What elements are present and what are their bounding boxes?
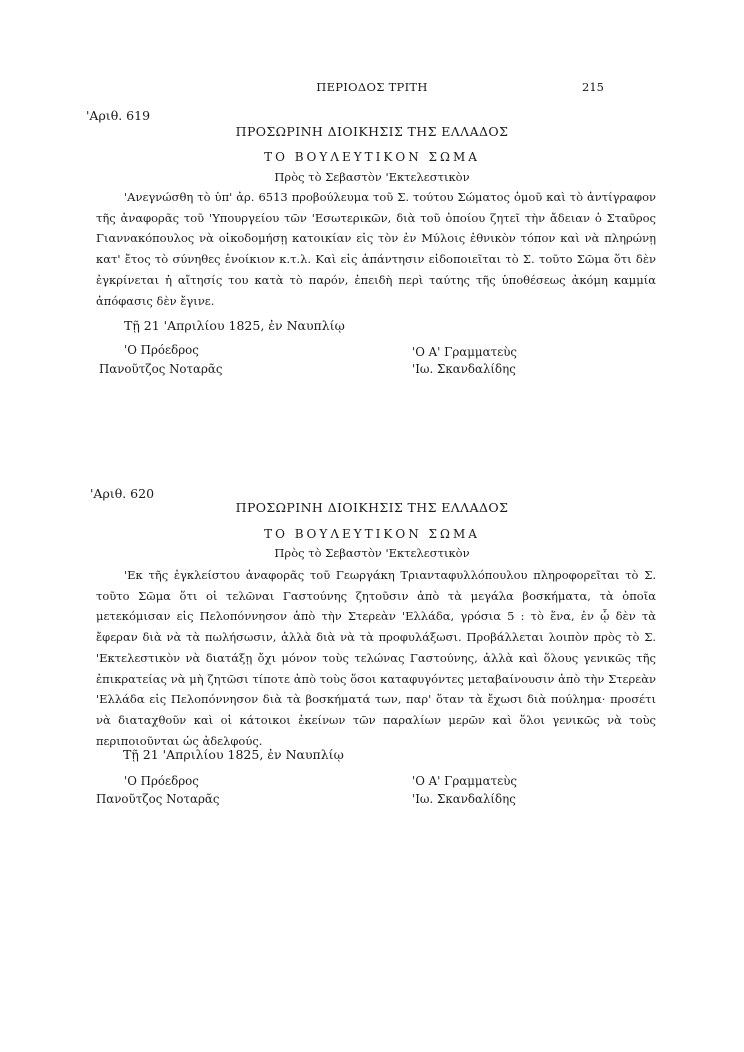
secretary-title: 'Ο Α' Γραμματεὺς — [412, 345, 517, 359]
addressee: Πρὸς τὸ Σεβαστὸν 'Εκτελεστικὸν — [274, 170, 470, 184]
page-number: 215 — [582, 80, 604, 94]
document-heading: ΠΡΟΣΩΡΙΝΗ ΔΙΟΙΚΗΣΙΣ ΤΗΣ ΕΛΛΑΔΟΣ — [235, 500, 509, 515]
issuing-body: ΤΟ ΒΟΥΛΕΥΤΙΚΟΝ ΣΩΜΑ — [264, 150, 480, 164]
running-title: ΠΕΡΙΟΔΟΣ ΤΡΙΤΗ — [316, 80, 428, 94]
document-heading: ΠΡΟΣΩΡΙΝΗ ΔΙΟΙΚΗΣΙΣ ΤΗΣ ΕΛΛΑΔΟΣ — [235, 124, 509, 139]
issuing-body: ΤΟ ΒΟΥΛΕΥΤΙΚΟΝ ΣΩΜΑ — [264, 527, 480, 541]
document-body: 'Ανεγνώσθη τὸ ὑπ' ἀρ. 6513 προβούλευμα τοῦ Σ. τούτου Σώματος ὁμοῦ καὶ τὸ ἀντίγραφον τῆς ἀναφορᾶς τοῦ 'Υπουργείου τῶν 'Εσωτερικῶν, διὰ τοῦ ὁποίου ζητεῖ τὴν ἄδειαν ὁ Σταῦρος Γιαννακόπουλος νὰ οἰκοδομήσῃ κατοικίαν εἰς τὸν ἐν Μύλοις ἐθνικὸν τόπον καὶ νὰ πληρώνῃ κατ' ἔτος τὸ σύνηθες ἐνοίκιον κ.τ.λ. Καὶ εἰς ἀπάντησιν εἰδοποιεῖται τὸ Σ. τοῦτο Σῶμα ὅτι δὲν ἐγκρίνεται ἡ αἴτησίς του κατὰ τὸ παρόν, ἐπειδὴ περὶ ταύτης τῆς ὑποθέσεως ἀκόμη καμμία ἀπόφασις δὲν ἔγινε. — [96, 190, 656, 308]
document-body: 'Εκ τῆς ἐγκλείστου ἀναφορᾶς τοῦ Γεωργάκη Τριανταφυλλόπουλου πληροφορεῖται τὸ Σ. τοῦτο Σῶμα ὅτι οἱ τελῶναι Γαστούνης ζητοῦσιν ἀπὸ τὰ μεγάλα βοσκήματα, τὰ ὁποῖα μετεκόμισαν εἰς Πελοπόννησον ἀπὸ τὴν Στερεὰν 'Ελλάδα, γρόσια 5 : τὸ ἕνα, ἐν ᾧ δὲν τὰ ἔφεραν διὰ νὰ τὰ πωλήσωσιν, ἀλλὰ διὰ νὰ τὰ προφυλάξωσι. Προβάλλεται λοιπὸν πρὸς τὸ Σ. 'Εκτελεστικὸν νὰ διατάξῃ ὄχι μόνον τοὺς τελώνας Γαστούνης, ἀλλὰ καὶ ὅλους γενικῶς τῆς ἐπικρατείας νὰ μὴ ζητῶσι τίποτε ἀπὸ τοὺς ὅσοι καταφυγόντες μεταβαίνουσιν ἀπὸ τὴν Στερεὰν 'Ελλάδα εἰς Πελοπόννησον διὰ τὰ βοσκήματά των, παρ' ὅταν τὰ ἔχωσι διὰ πούλημα· προσέτι νὰ διαταχθοῦν καὶ οἱ κάτοικοι ἐκείνων τῶν παραλίων μερῶν καὶ ὅλοι γενικῶς νὰ τοὺς περιποιοῦνται ὡς ἀδελφούς. — [96, 568, 656, 748]
president-title: 'Ο Πρόεδρος — [124, 343, 199, 357]
secretary-name: 'Ιω. Σκανδαλίδης — [412, 792, 516, 806]
president-name: Πανοῦτζος Νοταρᾶς — [99, 362, 223, 376]
document-date: Τῇ 21 'Απριλίου 1825, ἐν Ναυπλίῳ — [124, 318, 345, 333]
document-number: 'Αριθ. 619 — [86, 108, 151, 123]
secretary-name: 'Ιω. Σκανδαλίδης — [412, 362, 516, 376]
addressee: Πρὸς τὸ Σεβαστὸν 'Εκτελεστικὸν — [274, 546, 470, 560]
secretary-title: 'Ο Α' Γραμματεὺς — [412, 774, 517, 788]
president-name: Πανοῦτζος Νοταρᾶς — [96, 792, 220, 806]
document-date: Τῇ 21 'Απριλίου 1825, ἐν Ναυπλίῳ — [123, 747, 344, 762]
president-title: 'Ο Πρόεδρος — [124, 774, 199, 788]
document-number: 'Αριθ. 620 — [90, 486, 155, 501]
